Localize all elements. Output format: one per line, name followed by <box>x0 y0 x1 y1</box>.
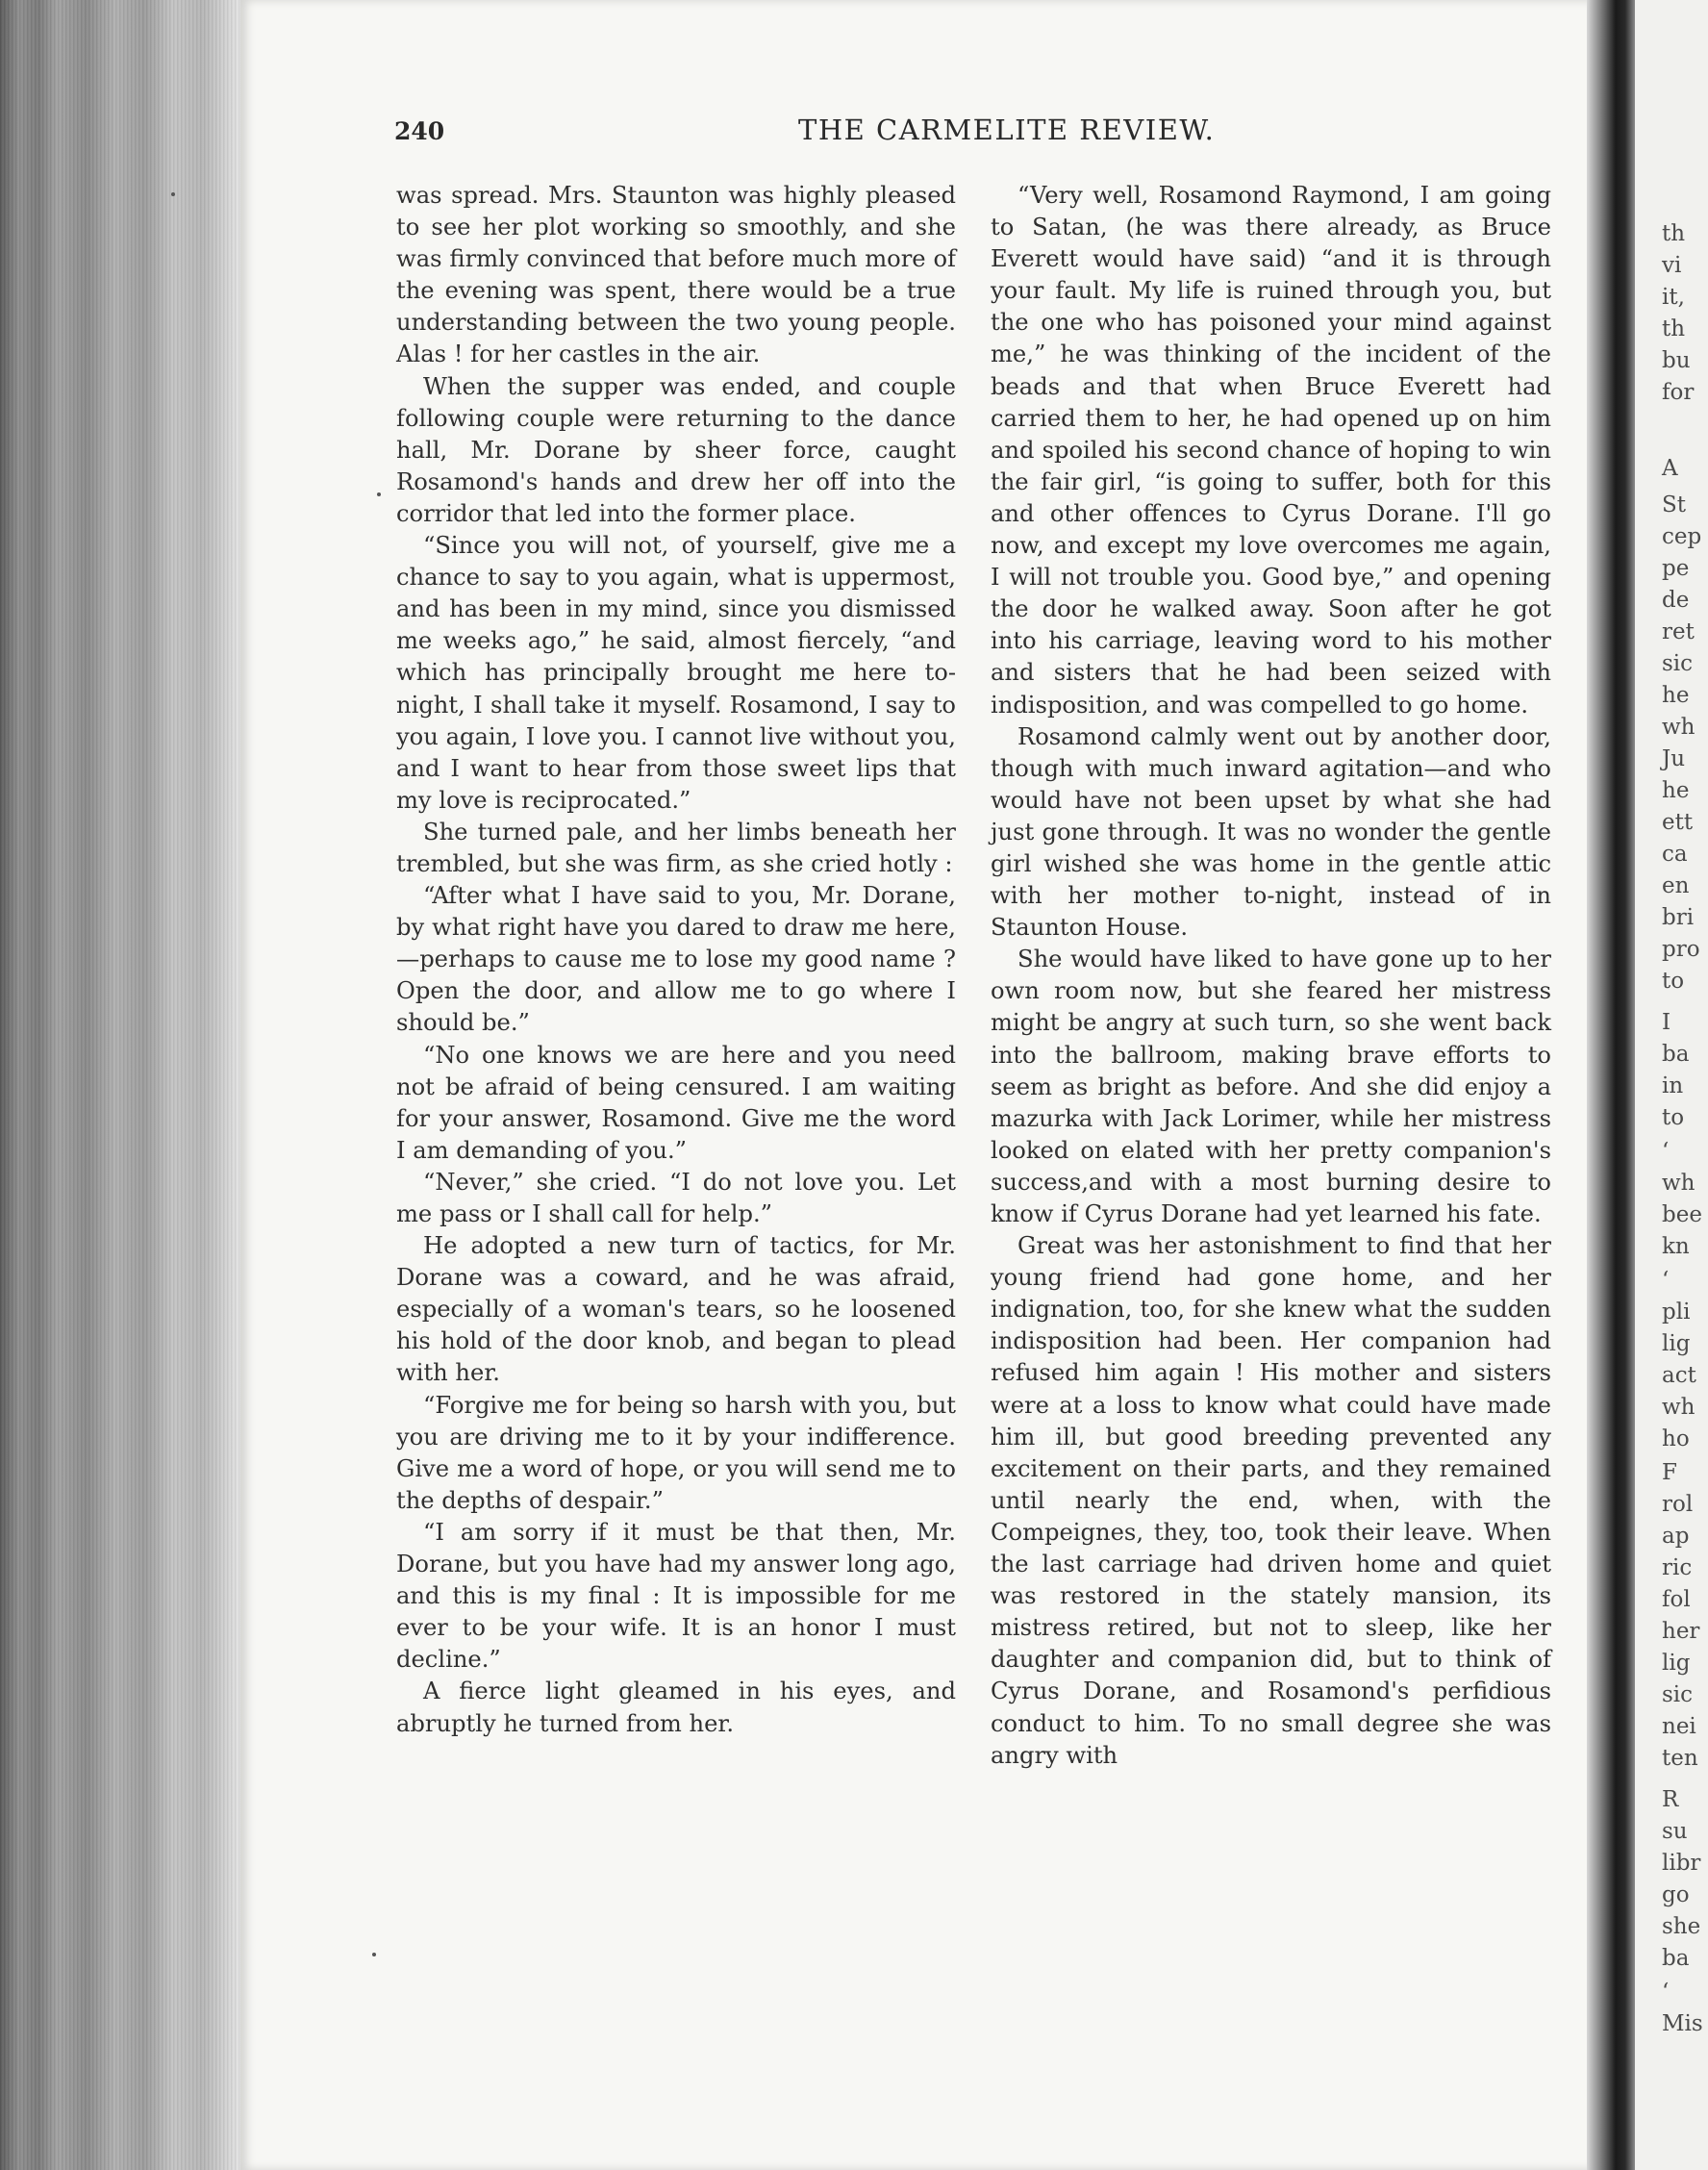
page-number: 240 <box>394 117 445 145</box>
adjacent-page-text-fragment: act <box>1662 1363 1696 1388</box>
scan-speck <box>372 1953 376 1956</box>
right-text-column <box>991 180 1551 1772</box>
adjacent-page-text-fragment: wh <box>1662 715 1695 740</box>
book-page-edges <box>0 0 240 2170</box>
paragraph: “Never,” she cried. “I do not love you. Let me pass or I shall call for help.” <box>396 1168 956 1227</box>
adjacent-page-text-fragment: kn <box>1662 1234 1690 1259</box>
adjacent-page-text-fragment: ten <box>1662 1746 1698 1771</box>
adjacent-page-text-fragment: de <box>1662 588 1690 613</box>
paragraph: He adopted a new turn of tactics, for Mr. Dorane was a coward, and he was afraid, especially of a woman's tears, so he loosened his hold of the door knob, and began to plead with her. <box>396 1232 956 1387</box>
adjacent-page-text-fragment: he <box>1662 778 1690 803</box>
paragraph: “Very well, Rosamond Raymond, I am going to Satan, (he was there already, as Bruce Everett would have said) “and it is through your fault. My life is ruined through you, but the one who has poisoned your mind against me,” he was thinking of the incident of the beads and that when Bruce Everett had carried them to her, he had opened up on him and spoiled his second chance of hoping to win the fair girl, “is going to suffer, both for this and other offences to Cyrus Dorane. I'll go now, and except my love overcomes me again, I will not trouble you. Good bye,” and opening the door he walked away. Soon after he got into his carriage, leaving word to his mother and sisters that he had been seized with indisposition, and was compelled to go home. <box>991 182 1551 719</box>
adjacent-page-text-fragment: to <box>1662 1105 1685 1130</box>
adjacent-page-text-fragment: ett <box>1662 810 1694 835</box>
adjacent-page-text-fragment: I <box>1662 1010 1671 1035</box>
adjacent-page-text-fragment: her <box>1662 1619 1700 1644</box>
adjacent-page-text-fragment: R <box>1662 1787 1679 1812</box>
adjacent-page-text-fragment: ret <box>1662 619 1695 644</box>
adjacent-page-text-fragment: in <box>1662 1073 1684 1098</box>
adjacent-page-text-fragment: su <box>1662 1819 1688 1844</box>
adjacent-page-text-fragment: libr <box>1662 1851 1701 1876</box>
adjacent-page-text-fragment: en <box>1662 873 1690 898</box>
adjacent-page-text-fragment: A <box>1662 456 1678 481</box>
adjacent-page-text-fragment: th <box>1662 316 1686 341</box>
adjacent-page-text-fragment: sic <box>1662 651 1694 676</box>
journal-title: THE CARMELITE REVIEW. <box>798 114 1216 146</box>
adjacent-page-text-fragment: Mis <box>1662 2011 1703 2036</box>
paragraph: When the supper was ended, and couple following couple were returning to the dance hall, Mr. Dorane by sheer force, caught Rosamond's hands and drew her off into the corridor that led into the former place. <box>396 372 956 527</box>
paragraph: “No one knows we are here and you need not be afraid of being censured. I am waiting for your answer, Rosamond. Give me the word I am demanding of you.” <box>396 1041 956 1164</box>
adjacent-page-text-fragment: St <box>1662 492 1686 517</box>
running-head <box>394 114 1221 152</box>
adjacent-page-text-fragment: cep <box>1662 524 1702 549</box>
paragraph: A fierce light gleamed in his eyes, and abruptly he turned from her. <box>396 1678 956 1737</box>
paragraph: was spread. Mrs. Staunton was highly pleased to see her plot working so smoothly, and she was firmly convinced that before much more of the evening was spent, there would be a true understanding between the two young people. Alas ! for her castles in the air. <box>396 182 956 368</box>
adjacent-page-text-fragment: it, <box>1662 285 1685 310</box>
adjacent-page-text-fragment: rol <box>1662 1492 1694 1517</box>
adjacent-page-text-fragment: wh <box>1662 1395 1695 1420</box>
paragraph: She turned pale, and her limbs beneath her trembled, but she was firm, as she cried hotly : <box>396 818 956 877</box>
adjacent-page-text-fragment: bee <box>1662 1202 1702 1227</box>
adjacent-page-text-fragment: go <box>1662 1882 1690 1907</box>
book-gutter <box>1587 0 1635 2170</box>
paragraph: Rosamond calmly went out by another door, though with much inward agitation—and who would have not been upset by what she had just gone through. It was no wonder the gentle girl wished she was home in the gentle attic with her mother to-night, instead of in Staunton House. <box>991 722 1551 942</box>
paragraph: Great was her astonishment to find that her young friend had gone home, and her indignation, too, for she knew what the sudden indisposition had been. Her companion had refused him again ! His mother and sisters were at a loss to know what could have made him ill, but good breeding prevented any excitement on their parts, and they remained until nearly the end, when, with the Compeignes, they, too, took their leave. When the last carriage had driven home and quiet was restored in the stately mansion, its mistress retired, but not to sleep, like her daughter and companion did, but to think of Cyrus Dorane, and Rosamond's perfidious conduct to him. To no small degree she was angry with <box>991 1232 1551 1769</box>
adjacent-page-text-fragment: ‘ <box>1662 1268 1670 1293</box>
paragraph: “I am sorry if it must be that then, Mr. Dorane, but you have had my answer long ago, and this is my final : It is impossible for me ever to be your wife. It is an honor I must decline.” <box>396 1518 956 1674</box>
adjacent-page-text-fragment: th <box>1662 221 1686 246</box>
adjacent-page-text-fragment: lig <box>1662 1331 1691 1356</box>
adjacent-page-text-fragment: for <box>1662 380 1695 405</box>
adjacent-page-text-fragment: bu <box>1662 348 1691 373</box>
adjacent-page-text-fragment: F <box>1662 1460 1677 1485</box>
adjacent-page-text-fragment: lig <box>1662 1651 1691 1676</box>
adjacent-page-text-fragment: Ju <box>1662 746 1686 771</box>
adjacent-page-text-fragment: he <box>1662 683 1690 708</box>
adjacent-page-text-fragment: ho <box>1662 1426 1690 1451</box>
adjacent-page-text-fragment: bri <box>1662 905 1695 930</box>
adjacent-page-text-fragment: ‘ <box>1662 1980 1670 2005</box>
adjacent-page-text-fragment: wh <box>1662 1171 1695 1196</box>
adjacent-page-text-fragment: ‘ <box>1662 1139 1670 1164</box>
scan-speck <box>171 192 175 196</box>
adjacent-page-text-fragment: ba <box>1662 1946 1690 1971</box>
adjacent-page-text-fragment: ba <box>1662 1042 1690 1067</box>
adjacent-page-text-fragment: she <box>1662 1914 1701 1939</box>
adjacent-page-text-fragment: ap <box>1662 1524 1690 1549</box>
adjacent-page-text-fragment: vi <box>1662 253 1682 278</box>
scan-speck <box>377 492 381 496</box>
adjacent-page-text-fragment: pe <box>1662 556 1690 581</box>
adjacent-page-text-fragment: fol <box>1662 1587 1691 1612</box>
adjacent-page-text-fragment: pro <box>1662 937 1700 962</box>
paragraph: “Since you will not, of yourself, give me a chance to say to you again, what is uppermost, and has been in my mind, since you dismissed me weeks ago,” he said, almost fiercely, “and which has principally brought me here to-night, I shall take it myself. Rosamond, I say to you again, I love you. I cannot live without you, and I want to hear from those sweet lips that my love is reciprocated.” <box>396 532 956 814</box>
adjacent-page-text-fragment: ca <box>1662 842 1688 867</box>
adjacent-page-text-fragment: ric <box>1662 1555 1693 1580</box>
paragraph: She would have liked to have gone up to her own room now, but she feared her mistress might be angry at such turn, so she went back into the ballroom, making brave efforts to seem as bright as before. And she did enjoy a mazurka with Jack Lorimer, while her mistress looked on elated with her pretty companion's success,and with a most burning desire to know if Cyrus Dorane had yet learned his fate. <box>991 946 1551 1227</box>
paragraph: “Forgive me for being so harsh with you, but you are driving me to it by your indifference. Give me a word of hope, or you will send me to the depths of despair.” <box>396 1391 956 1514</box>
adjacent-page-fragment <box>1635 0 1708 2170</box>
adjacent-page-text-fragment: to <box>1662 969 1685 994</box>
left-text-column <box>396 180 956 1740</box>
adjacent-page-text-fragment: pli <box>1662 1299 1691 1325</box>
paragraph: “After what I have said to you, Mr. Dorane, by what right have you dared to draw me here,—perhaps to cause me to lose my good name ? Open the door, and allow me to go where I should be.” <box>396 882 956 1037</box>
adjacent-page-text-fragment: nei <box>1662 1714 1696 1739</box>
adjacent-page-text-fragment: sic <box>1662 1682 1694 1707</box>
